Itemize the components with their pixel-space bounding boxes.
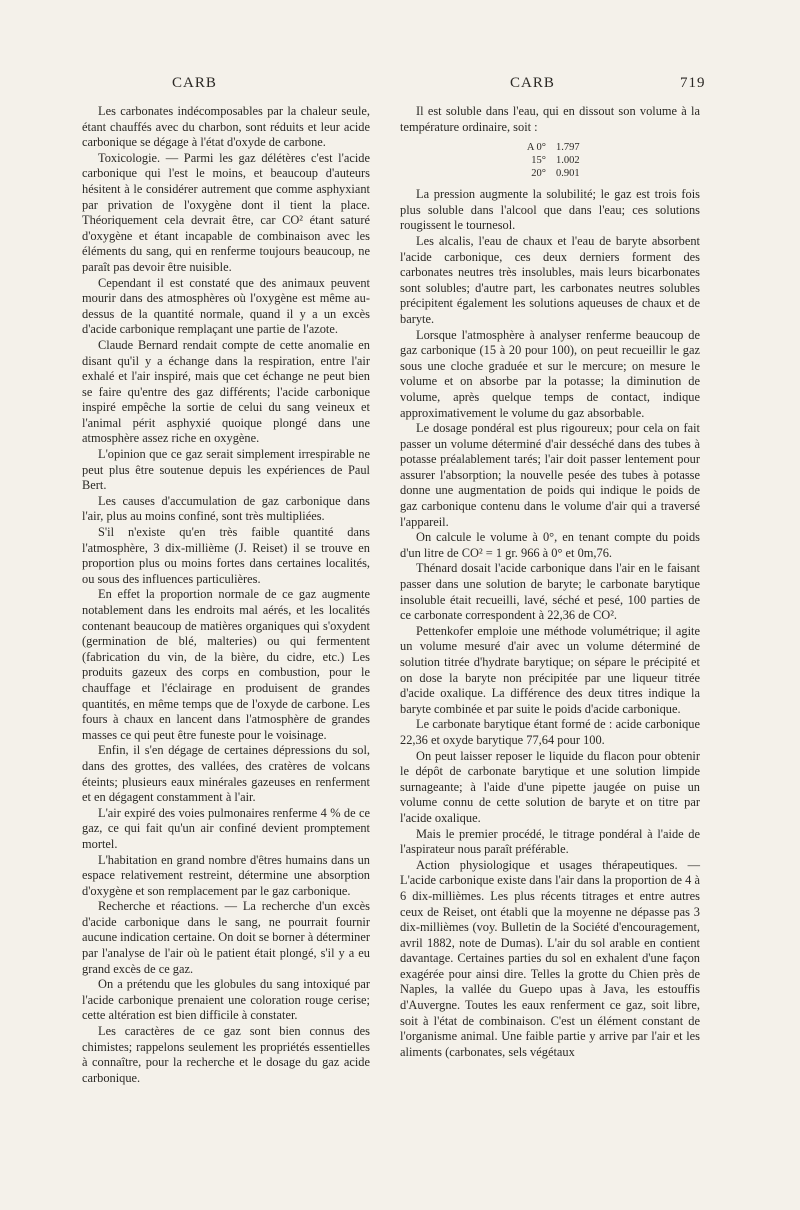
table-row bbox=[512, 141, 700, 154]
paragraph: La pression augmente la solubilité; le gaz est trois fois plus soluble dans l'alcool que dans l'eau; ces solutions rougissent le tournesol. bbox=[400, 187, 700, 233]
paragraph: Les caractères de ce gaz sont bien connus des chimistes; rappelons seulement les propriétés essentielles à connaître, pour la recherche et le dosage du gaz acide carbonique. bbox=[82, 1024, 370, 1085]
paragraph: S'il n'existe qu'en très faible quantité dans l'atmosphère, 3 dix-millième (J. Reiset) il se trouve en proportion plus ou moins fortes dans certaines localités, ou sous des influences particulières. bbox=[82, 525, 370, 586]
paragraph: Mais le premier procédé, le titrage pondéral à l'aide de l'aspirateur nous paraît préférable. bbox=[400, 826, 700, 857]
table-row bbox=[512, 167, 700, 180]
paragraph: Action physiologique et usages thérapeutiques. — L'acide carbonique existe dans l'air dans la proportion de 4 à 6 dix-millièmes. Les plus récents titrages et entre autres ceux de Reiset, ont établi que la moyenne ne dépasse pas 3 dix-millièmes (voy. Bulletin de la Société d'encouragement, avril 1882, note de Dumas). L'air du sol arable en contient davantage. Certaines parties du sol en exhalent d'une façon exagérée pour ainsi dire. Telles la grotte du Chien près de Naples, la vallée du Guepo upas à Java, les estouffis d'Auvergne. Toutes les eaux renferment ce gaz, soit libre, soit à l'état de combinaison. C'est un élément constant de l'organisme animal. Une faible partie y arrive par l'air et les aliments (carbonates, sels végétaux bbox=[400, 857, 700, 1059]
paragraph: L'habitation en grand nombre d'êtres humains dans un espace relativement restreint, détermine une absorption d'oxygène et son remplacement par le gaz carbonique. bbox=[82, 852, 370, 898]
paragraph: En effet la proportion normale de ce gaz augmente notablement dans les endroits mal aérés, et les localités contenant beaucoup de matières organiques qui s'oxydent (germination de blé, malteries) ou qui fermentent (fabrication du vin, de la bière, du cidre, etc.) Les produits gazeux des corps en combustion, pour le chauffage et l'éclairage en produisent de grandes quantités, en même temps que de l'oxyde de carbone. Les fours à chaux en lancent dans l'atmosphère de grandes masses ce qui peut être funeste pour le voisinage. bbox=[82, 587, 370, 742]
paragraph: Il est soluble dans l'eau, qui en dissout son volume à la température ordinaire, soit : bbox=[400, 104, 700, 134]
page-number: 719 bbox=[680, 75, 706, 91]
paragraph: On calcule le volume à 0°, en tenant compte du poids d'un litre de CO² = 1 gr. 966 à 0° et 0m,76. bbox=[400, 530, 700, 560]
left-column bbox=[82, 104, 370, 1086]
paragraph: Toxicologie. — Parmi les gaz délétères c'est l'acide carbonique qui l'est le moins, et beaucoup d'auteurs hésitent à le considérer autrement que comme asphyxiant par privation de l'oxygène dont il tient la place. Théoriquement cela devrait être, car CO² étant saturé d'oxygène et étant incapable de combinaison avec les éléments du sang, qui en renferme toujours beaucoup, ne paraît pas devoir être nuisible. bbox=[82, 150, 370, 274]
paragraph: Lorsque l'atmosphère à analyser renferme beaucoup de gaz carbonique (15 à 20 pour 100), on peut recueillir le gaz sous une cloche graduée et sur le mercure; on mesure le volume et on absorbe par la potasse; la diminution de volume, après quelque temps de contact, indique approximativement le volume du gaz absorbable. bbox=[400, 327, 700, 420]
paragraph: L'opinion que ce gaz serait simplement irrespirable ne peut plus être soutenue depuis les expériences de Paul Bert. bbox=[82, 447, 370, 493]
paragraph: Le dosage pondéral est plus rigoureux; pour cela on fait passer un volume déterminé d'air desséché dans des tubes à potasse préalablement tarés; l'air doit passer lentement pour assurer l'absorption; la nouvelle pesée des tubes à potasse donne une augmentation de poids qui indique le poids de gaz carbonique contenu dans le volume d'air qui a traversé l'appareil. bbox=[400, 421, 700, 529]
table-cell-temp: 20° bbox=[531, 168, 546, 180]
table-cell-temp: A 0° bbox=[526, 142, 546, 154]
paragraph: Pettenkofer emploie une méthode volumétrique; il agite un volume mesuré d'air avec un volume déterminé de solution titrée d'hydrate barytique; on sépare le précipité et on dose la baryte non précipitée par une liqueur titrée d'acide oxalique. La différence des deux titres indique la baryte combinée et par suite le poids d'acide carbonique. bbox=[400, 623, 700, 716]
running-header-left: CARB bbox=[172, 75, 217, 91]
paragraph: Les causes d'accumulation de gaz carbonique dans l'air, plus au moins confiné, sont très multipliées. bbox=[82, 493, 370, 524]
paragraph: Claude Bernard rendait compte de cette anomalie en disant qu'il y a échange dans la respiration, entre l'air exhalé et l'air inspiré, mais que cet échange ne peut bien se faire qu'entre des gaz différents; l'acide carbonique inspiré empêche la sortie de celui du sang veineux et l'animal périt asphyxié quoique plongé dans une atmosphère assez riche en oxygène. bbox=[82, 337, 370, 446]
paragraph: Les carbonates indécomposables par la chaleur seule, étant chauffés avec du charbon, sont réduits et leur acide carbonique se dégage à l'état d'oxyde de carbone. bbox=[82, 104, 370, 150]
table-cell-temp: 15° bbox=[531, 155, 546, 167]
paragraph: Recherche et réactions. — La recherche d'un excès d'acide carbonique dans le sang, ne pourrait fournir aucune indication certaine. On doit se borner à déterminer par l'analyse de l'air où le patient était plongé, s'il y a eu grand excès de ce gaz. bbox=[82, 899, 370, 976]
solubility-table bbox=[512, 141, 700, 180]
table-cell-value: 0.901 bbox=[556, 168, 580, 180]
table-cell-value: 1.002 bbox=[556, 155, 580, 167]
paragraph: Cependant il est constaté que des animaux peuvent mourir dans des atmosphères où l'oxygène est même au-dessus de la quantité normale, quand il y a un excès d'acide carbonique remplaçant une partie de l'azote. bbox=[82, 275, 370, 337]
running-header-right: CARB bbox=[510, 75, 555, 91]
right-column bbox=[400, 104, 700, 1060]
paragraph: Le carbonate barytique étant formé de : acide carbonique 22,36 et oxyde barytique 77,64 pour 100. bbox=[400, 717, 700, 747]
paragraph: On a prétendu que les globules du sang intoxiqué par l'acide carbonique prenaient une coloration rouge cerise; cette altération est bien difficile à constater. bbox=[82, 977, 370, 1023]
paragraph: On peut laisser reposer le liquide du flacon pour obtenir le dépôt de carbonate barytique et une solution limpide surnageante; à l'aide d'une pipette jaugée on puise un volume connu de cette solution de baryte et on titre par l'acide oxalique. bbox=[400, 748, 700, 825]
table-cell-value: 1.797 bbox=[556, 142, 580, 154]
paragraph: L'air expiré des voies pulmonaires renferme 4 % de ce gaz, ce qui fait qu'un air confiné devient promptement mortel. bbox=[82, 805, 370, 851]
paragraph: Enfin, il s'en dégage de certaines dépressions du sol, dans des grottes, des vallées, des cratères de volcans éteints; plusieurs eaux minérales gazeuses en renferment et en dégagent constamment à l'air. bbox=[82, 743, 370, 805]
paragraph: Les alcalis, l'eau de chaux et l'eau de baryte absorbent l'acide carbonique, ces deux derniers forment des carbonates neutres très insolubles, mais leurs bicarbonates sont solubles; d'autre part, les carbonates neutres solubles précipitent également les solutions aqueuses de chaux et de baryte. bbox=[400, 233, 700, 326]
table-row bbox=[512, 154, 700, 167]
paragraph: Thénard dosait l'acide carbonique dans l'air en le faisant passer dans une solution de baryte; le carbonate barytique insoluble était recueilli, lavé, séché et pesé, 100 parties de ce carbonate correspondent à 22,36 de CO². bbox=[400, 561, 700, 623]
